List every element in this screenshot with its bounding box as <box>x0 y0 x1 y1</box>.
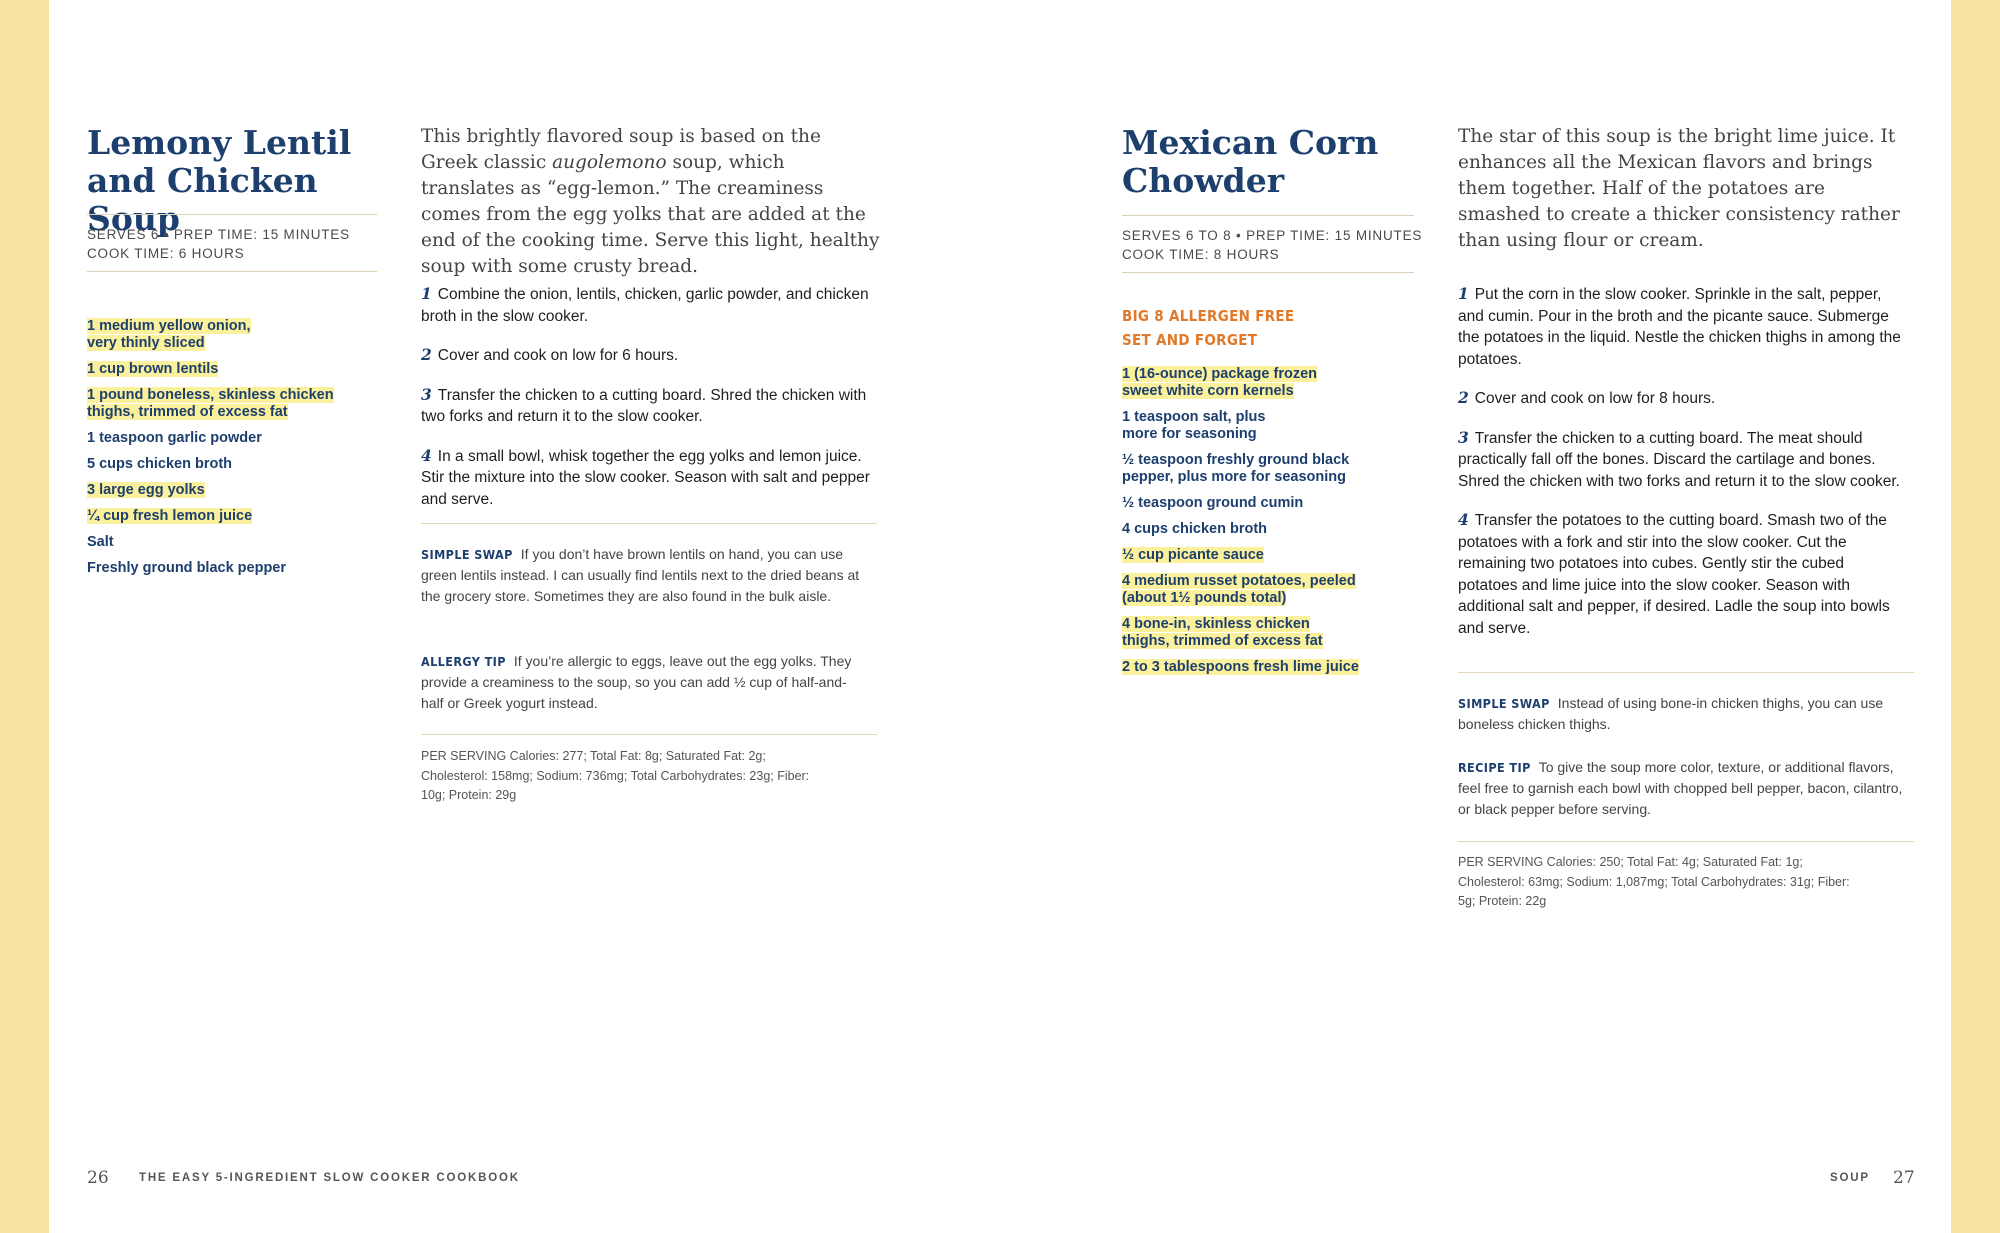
step-item <box>1458 509 1903 639</box>
tip-label: RECIPE TIP <box>1458 760 1531 775</box>
divider <box>1458 672 1914 673</box>
page-number: 26 <box>87 1168 109 1188</box>
ingredient-text: 1 pound boneless, skinless chicken thighs, trimmed of excess fat <box>87 387 334 420</box>
ingredient-item <box>1122 366 1422 400</box>
tip-text: To give the soup more color, texture, or additional flavors, feel free to garnish each bowl with chopped bell pepper, bacon, cilantro, or black pepper before serving. <box>1458 759 1903 817</box>
ingredient-item <box>1122 495 1422 512</box>
step-text: In a small bowl, whisk together the egg yolks and lemon juice. Stir the mixture into the slow cooker. Season with salt and pepper and serve. <box>421 447 870 508</box>
ingredient-item <box>87 456 377 473</box>
step-text: Transfer the chicken to a cutting board. The meat should practically fall off the bones. Discard the cartilage and bones. Shred the chicken with two forks and return it to the slow cooker. <box>1458 429 1900 490</box>
step-number: 2 <box>1458 388 1469 407</box>
ingredient-item <box>87 318 377 352</box>
recipe-tip <box>1458 757 1908 820</box>
recipe-title: Lemony Lentil and Chicken Soup <box>87 123 352 238</box>
page-number: 27 <box>1893 1168 1915 1188</box>
step-number: 2 <box>421 345 432 364</box>
method-steps <box>421 283 881 527</box>
cook-time: COOK TIME: 8 HOURS <box>1122 247 1280 262</box>
divider <box>1458 841 1914 842</box>
step-item <box>1458 283 1903 370</box>
ingredient-list <box>1122 366 1422 685</box>
intro-text: This brightly flavored soup is based on the Greek classic <box>421 126 821 173</box>
nutrition-info: PER SERVING Calories: 250; Total Fat: 4g; Saturated Fat: 1g; Cholesterol: 63mg; Sodium: 1,087mg; Total Carbohydrates: 31g; Fiber: 5g; Protein: 22g <box>1458 855 1850 908</box>
step-item <box>1458 387 1903 410</box>
ingredient-text: Salt <box>87 534 114 550</box>
ingredient-item <box>87 560 377 577</box>
ingredient-text: 1 teaspoon salt, plus more for seasoning <box>1122 409 1266 442</box>
ingredient-item <box>87 482 377 499</box>
intro-emphasis: augolemono <box>552 152 667 173</box>
ingredient-text: 1 cup brown lentils <box>87 361 219 377</box>
ingredient-text: 4 cups chicken broth <box>1122 521 1268 537</box>
recipe-meta <box>87 214 377 272</box>
ingredient-text: 3 large egg yolks <box>87 482 205 498</box>
step-text: Cover and cook on low for 8 hours. <box>1474 390 1716 407</box>
recipe-intro <box>421 124 881 280</box>
ingredient-item <box>1122 616 1422 650</box>
recipe-title: Mexican Corn Chowder <box>1122 123 1379 200</box>
step-text: Combine the onion, lentils, chicken, garlic powder, and chicken broth in the slow cooker. <box>421 286 869 325</box>
ingredient-item <box>87 534 377 551</box>
divider <box>421 734 877 735</box>
ingredient-text: 5 cups chicken broth <box>87 456 233 472</box>
method-steps <box>1458 283 1903 656</box>
ingredient-item <box>1122 547 1422 564</box>
servings-prep-time: SERVES 6 • PREP TIME: 15 MINUTES <box>87 227 350 242</box>
ingredient-text: 4 bone-in, skinless chicken thighs, trimmed of excess fat <box>1122 616 1323 649</box>
step-number: 4 <box>1458 510 1469 529</box>
step-text: Transfer the potatoes to the cutting board. Smash two of the potatoes with a fork and stir into the slow cooker. Cut the remaining two potatoes into cubes. Gently stir the cubed potatoes and lime juice into the slow cooker. Season with additional salt and pepper, if desired. Ladle the soup into bowls and serve. <box>1458 512 1890 637</box>
recipe-meta <box>1122 215 1423 273</box>
step-item <box>421 384 881 428</box>
ingredient-text: ½ cup picante sauce <box>1122 547 1264 563</box>
step-number: 1 <box>421 284 432 303</box>
tip-label: ALLERGY TIP <box>421 654 506 669</box>
recipe-label-tag: SET AND FORGET <box>1122 331 1258 349</box>
ingredient-item <box>1122 521 1422 538</box>
running-head: THE EASY 5-INGREDIENT SLOW COOKER COOKBOOK <box>139 1172 520 1184</box>
ingredient-item <box>87 387 377 421</box>
simple-swap-tip <box>421 544 861 607</box>
tip-text: If you’re allergic to eggs, leave out the egg yolks. They provide a creaminess to the soup, so you can add ½ cup of half-and-half or Greek yogurt instead. <box>421 653 852 711</box>
tip-label: SIMPLE SWAP <box>1458 696 1550 711</box>
step-text: Cover and cook on low for 6 hours. <box>437 347 679 364</box>
step-number: 3 <box>421 384 432 404</box>
ingredient-item <box>87 508 377 525</box>
ingredient-text: Freshly ground black pepper <box>87 560 287 576</box>
nutrition-info: PER SERVING Calories: 277; Total Fat: 8g; Saturated Fat: 2g; Cholesterol: 158mg; Sodium: 736mg; Total Carbohydrates: 23g; Fiber: 10g; Protein: 29g <box>421 749 810 802</box>
divider <box>421 523 877 524</box>
tip-text: If you don’t have brown lentils on hand, you can use green lentils instead. I can usually find lentils next to the dried beans at the grocery store. Sometimes they are also found in the bulk aisle. <box>421 546 860 604</box>
ingredient-item <box>1122 659 1422 676</box>
step-item <box>421 445 881 511</box>
servings-prep-time: SERVES 6 TO 8 • PREP TIME: 15 MINUTES <box>1122 228 1423 243</box>
ingredient-list <box>87 318 377 586</box>
ingredient-text: 1 teaspoon garlic powder <box>87 430 262 446</box>
ingredient-text: 1 (16-ounce) package frozen sweet white corn kernels <box>1122 366 1317 399</box>
ingredient-item <box>1122 452 1422 486</box>
ingredient-item <box>87 430 377 447</box>
recipe-intro: The star of this soup is the bright lime juice. It enhances all the Mexican flavors and brings them together. Half of the potatoes are smashed to create a thicker consistency rather than using flour or cream. <box>1458 126 1900 251</box>
ingredient-text: ½ teaspoon ground cumin <box>1122 495 1304 511</box>
ingredient-item <box>1122 409 1422 443</box>
ingredient-text: ¼ cup fresh lemon juice <box>87 508 253 524</box>
allergy-tip <box>421 651 861 714</box>
step-item <box>421 283 881 327</box>
step-item <box>421 344 881 367</box>
tip-label: SIMPLE SWAP <box>421 547 513 562</box>
simple-swap-tip <box>1458 693 1908 735</box>
step-text: Transfer the chicken to a cutting board. Shred the chicken with two forks and return it to the slow cooker. <box>421 386 867 425</box>
ingredient-item <box>1122 573 1422 607</box>
tip-text: Instead of using bone-in chicken thighs, you can use boneless chicken thighs. <box>1458 695 1884 732</box>
cook-time: COOK TIME: 6 HOURS <box>87 246 245 261</box>
step-number: 4 <box>421 445 432 465</box>
ingredient-text: 2 to 3 tablespoons fresh lime juice <box>1122 659 1359 675</box>
step-number: 3 <box>1458 427 1469 447</box>
ingredient-text: 4 medium russet potatoes, peeled (about 1½ pounds total) <box>1122 573 1356 606</box>
step-number: 1 <box>1458 284 1469 303</box>
step-item <box>1458 427 1903 493</box>
running-head: SOUP <box>1830 1172 1870 1184</box>
ingredient-text: ½ teaspoon freshly ground black pepper, plus more for seasoning <box>1122 452 1350 485</box>
recipe-label-tag: BIG 8 ALLERGEN FREE <box>1122 307 1295 325</box>
ingredient-text: 1 medium yellow onion, very thinly sliced <box>87 318 251 351</box>
intro-text: soup, which translates as “egg-lemon.” The creaminess comes from the egg yolks that are added at the end of the cooking time. Serve this light, healthy soup with some crusty bread. <box>421 152 880 277</box>
recipe-labels <box>1122 304 1412 352</box>
ingredient-item <box>87 361 377 378</box>
step-text: Put the corn in the slow cooker. Sprinkle in the salt, pepper, and cumin. Pour in the broth and the picante sauce. Submerge the potatoes in the liquid. Nestle the chicken thighs in among the potatoes. <box>1458 286 1901 368</box>
